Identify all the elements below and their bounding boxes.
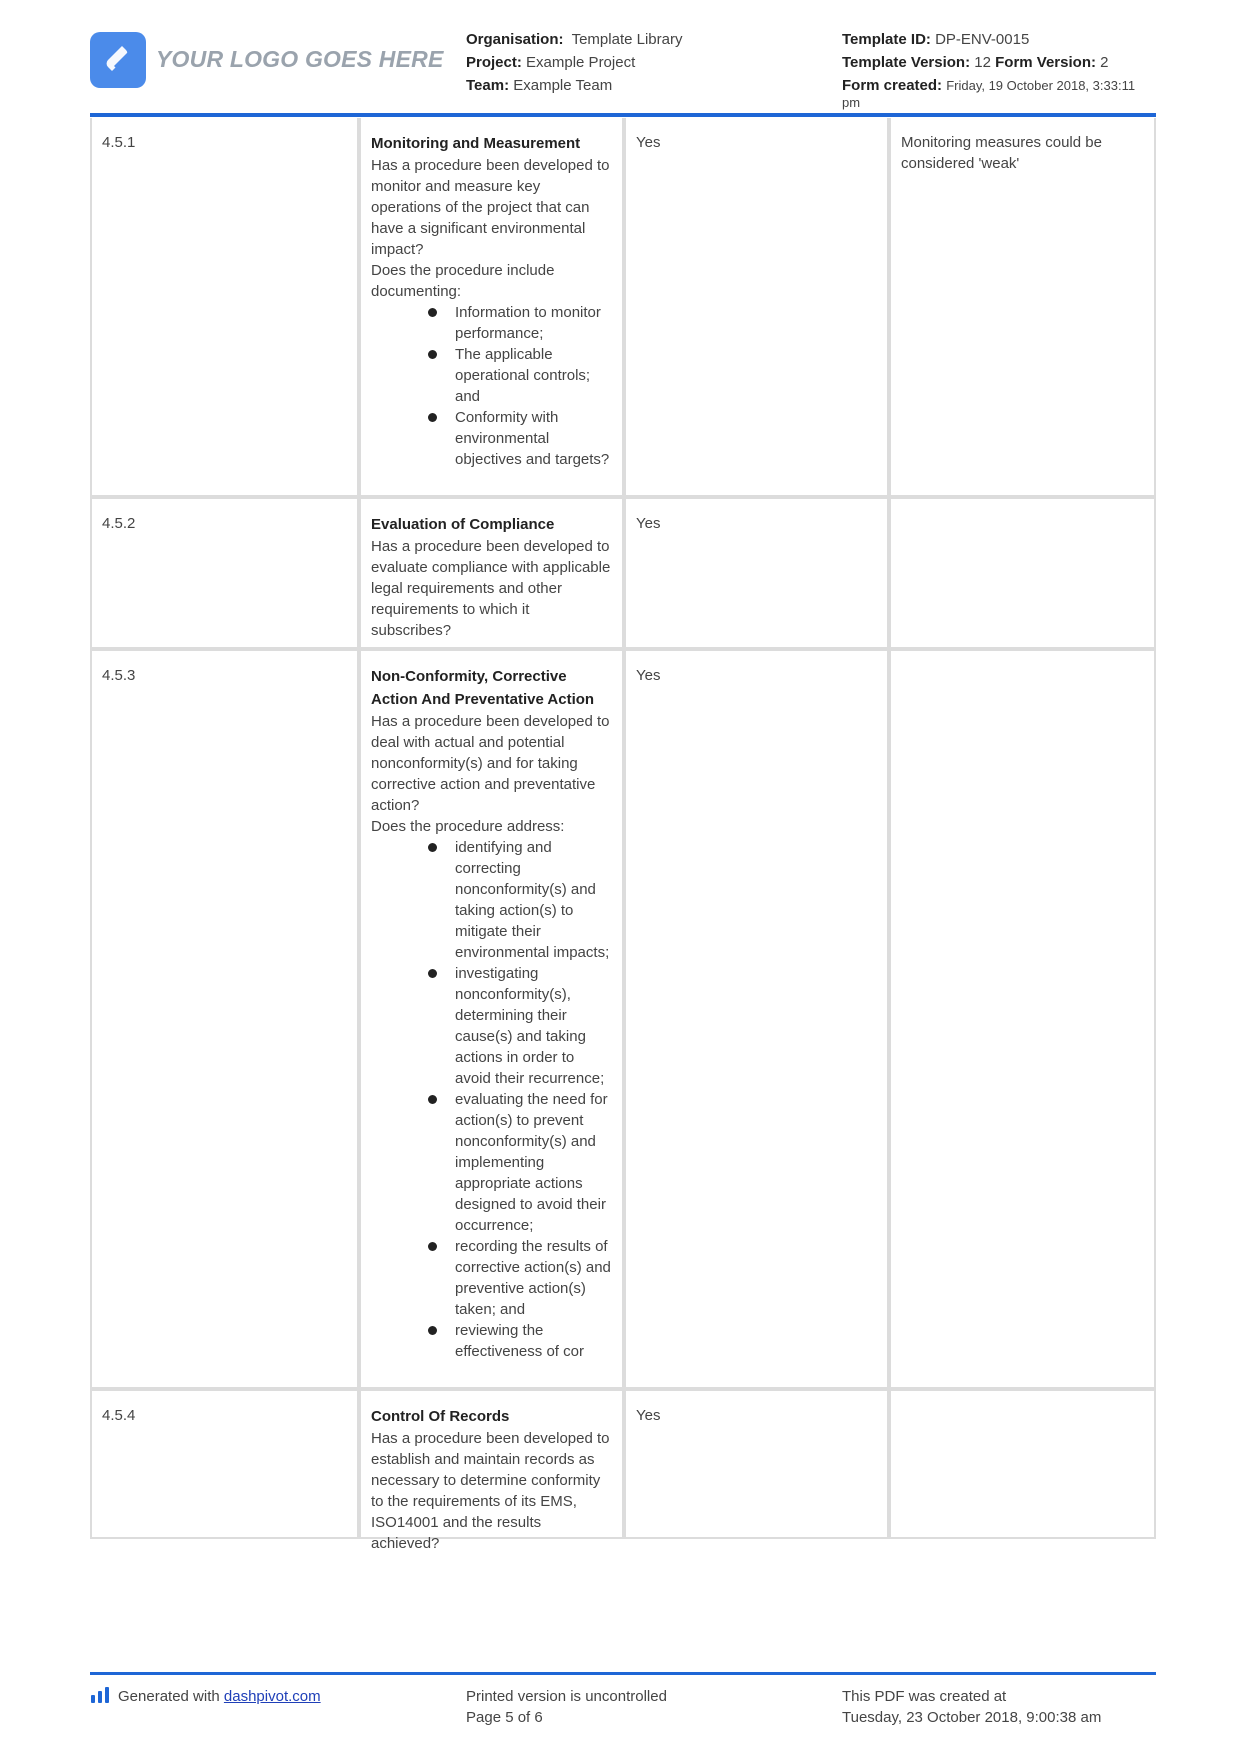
list-item: evaluating the need for action(s) to prevent nonconformity(s) and implementing appropriate actions designed to avoid their occurrence; (455, 1089, 612, 1236)
list-item: Information to monitor performance; (455, 302, 612, 344)
created-label: This PDF was created at (842, 1688, 1007, 1705)
table-row (90, 499, 1156, 651)
list-item: The applicable operational controls; and (455, 344, 612, 407)
item-text: Does the procedure address: (371, 818, 565, 835)
footer-divider (90, 1672, 1156, 1675)
item-question (357, 118, 622, 495)
template-id-value: DP-ENV-0015 (935, 31, 1030, 48)
header-project-info (466, 28, 826, 97)
uncontrolled-notice: Printed version is uncontrolled (466, 1688, 667, 1705)
form-created-value: Friday, 19 October 2018, 3:33:11 pm (842, 78, 1136, 110)
item-text: Has a procedure been developed to establish and maintain records as necessary to determine conformity to the requirements of its EMS, ISO14001 and the results achieved? (371, 1430, 610, 1552)
item-question (357, 499, 622, 647)
item-number: 4.5.1 (102, 134, 136, 151)
item-answer: Yes (622, 499, 887, 647)
table-row (90, 118, 1156, 499)
item-comment (887, 1391, 1152, 1537)
item-text: Has a procedure been developed to monitor and measure key operations of the project that can have a significant environmental impact? (371, 157, 610, 258)
footer-right (842, 1686, 1101, 1728)
form-created-label: Form created: (842, 77, 943, 94)
project-value: Example Project (526, 54, 636, 71)
item-number: 4.5.3 (102, 667, 136, 684)
footer-middle (466, 1686, 667, 1728)
item-number: 4.5.4 (102, 1407, 136, 1424)
created-value: Tuesday, 23 October 2018, 9:00:38 am (842, 1709, 1102, 1726)
header-divider (90, 113, 1156, 117)
page-number: Page 5 of 6 (466, 1709, 543, 1726)
item-comment (887, 651, 1152, 1387)
team-value: Example Team (513, 77, 613, 94)
team-label: Team: (466, 77, 510, 94)
item-text: Does the procedure include documenting: (371, 262, 555, 300)
logo-text: YOUR LOGO GOES HERE (156, 46, 444, 72)
table-row (90, 1391, 1156, 1552)
list-item: reviewing the effectiveness of cor (455, 1320, 612, 1362)
page-footer (90, 1686, 1156, 1736)
checklist-table (90, 118, 1156, 1552)
logo-icon (90, 32, 146, 88)
list-item: recording the results of corrective action(s) and preventive action(s) taken; and (455, 1238, 611, 1318)
generated-with (90, 1686, 321, 1710)
item-number: 4.5.2 (102, 515, 136, 532)
dashpivot-icon (90, 1686, 112, 1710)
template-version-value: 12 (974, 54, 991, 71)
header-template-info (842, 28, 1142, 111)
table-row (90, 651, 1156, 1391)
item-question (357, 651, 622, 1387)
item-question (357, 1391, 622, 1552)
bullet-list (371, 837, 612, 1362)
item-answer: Yes (622, 1391, 887, 1537)
organisation-label: Organisation: (466, 31, 564, 48)
page-header (90, 28, 1156, 114)
list-item: investigating nonconformity(s), determining their cause(s) and taking actions in order to avoid their recurrence; (455, 963, 612, 1089)
template-version-label: Template Version: (842, 54, 971, 71)
form-version-label: Form Version: (995, 54, 1096, 71)
item-title: Monitoring and Measurement (371, 135, 581, 152)
list-item: Conformity with environmental objectives and targets? (455, 407, 612, 470)
generated-prefix: Generated with (118, 1688, 220, 1705)
project-label: Project: (466, 54, 522, 71)
item-title: Non-Conformity, Corrective Action And Preventative Action (371, 668, 595, 708)
item-answer: Yes (622, 651, 887, 1387)
bullet-list (371, 302, 612, 470)
list-item: identifying and correcting nonconformity(s) and taking action(s) to mitigate their environmental impacts; (455, 837, 612, 963)
item-title: Evaluation of Compliance (371, 516, 555, 533)
dashpivot-link[interactable]: dashpivot.com (223, 1688, 321, 1705)
item-comment: Monitoring measures could be considered 'weak' (887, 118, 1152, 495)
item-text: Has a procedure been developed to deal with actual and potential nonconformity(s) and for taking corrective action and preventative action? (371, 713, 610, 814)
organisation-value: Template Library (571, 31, 683, 48)
item-answer: Yes (622, 118, 887, 495)
item-text: Has a procedure been developed to evaluate compliance with applicable legal requirements and other requirements to which it subscribes? (371, 538, 611, 639)
item-comment (887, 499, 1152, 647)
form-version-value: 2 (1100, 54, 1109, 71)
item-title: Control Of Records (371, 1408, 510, 1425)
template-id-label: Template ID: (842, 31, 931, 48)
